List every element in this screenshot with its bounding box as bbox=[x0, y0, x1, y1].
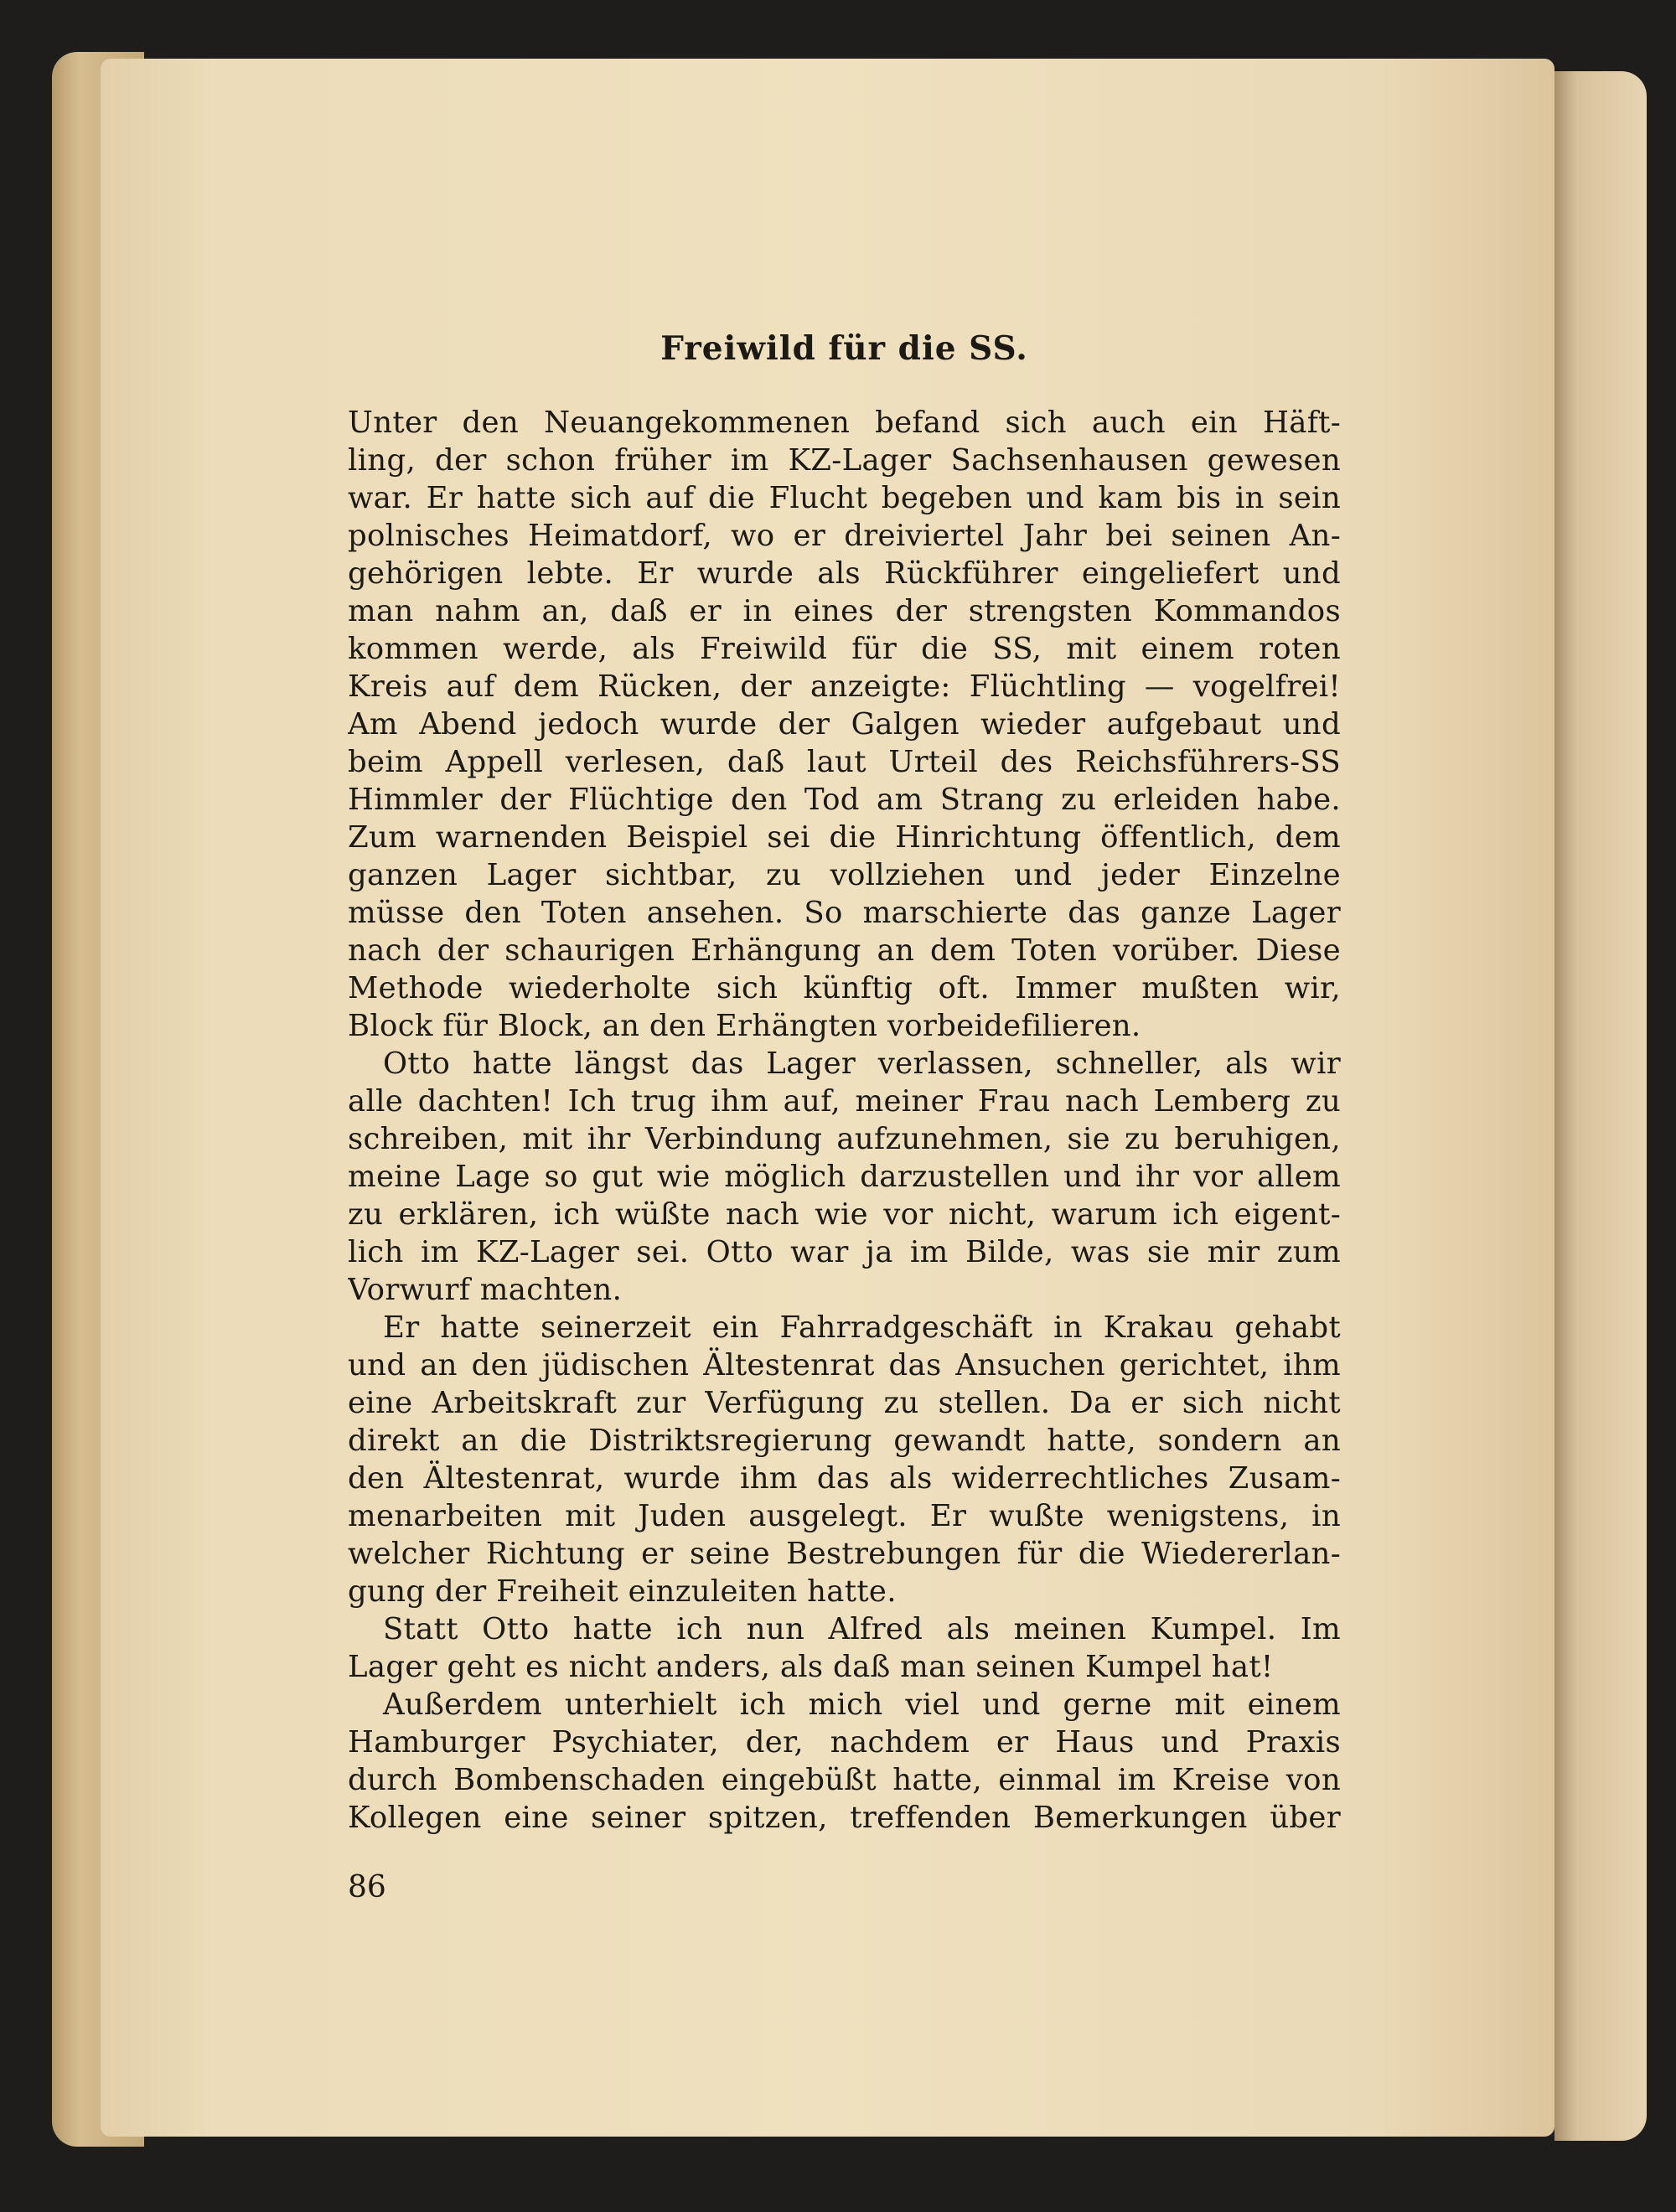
text-line: den Ältestenrat, wurde ihm das als widerrechtliches Zusam- bbox=[348, 1461, 1341, 1496]
text-line: kommen werde, als Freiwild für die SS, mit einem roten bbox=[348, 632, 1341, 666]
text-line: meine Lage so gut wie möglich darzustellen und ihr vor allem bbox=[348, 1160, 1341, 1194]
text-line: Zum warnenden Beispiel sei die Hinrichtung öffentlich, dem bbox=[348, 820, 1341, 855]
text-line: eine Arbeitskraft zur Verfügung zu stellen. Da er sich nicht bbox=[348, 1386, 1341, 1420]
text-line: Vorwurf machten. bbox=[348, 1273, 623, 1307]
page-content bbox=[348, 327, 1341, 1837]
text-line: alle dachten! Ich trug ihm auf, meiner Frau nach Lemberg zu bbox=[348, 1084, 1341, 1119]
text-line: man nahm an, daß er in eines der strengsten Kommandos bbox=[348, 594, 1341, 628]
text-line: schreiben, mit ihr Verbindung aufzunehmen, sie zu beruhigen, bbox=[348, 1122, 1341, 1156]
text-line: zu erklären, ich wüßte nach wie vor nicht, warum ich eigent- bbox=[348, 1197, 1341, 1232]
text-line: menarbeiten mit Juden ausgelegt. Er wußte wenigstens, in bbox=[348, 1499, 1341, 1533]
text-line: Methode wiederholte sich künftig oft. Immer mußten wir, bbox=[348, 971, 1341, 1005]
paragraph bbox=[348, 1686, 1341, 1837]
paragraph bbox=[348, 1045, 1341, 1309]
text-line: Hamburger Psychiater, der, nachdem er Haus und Praxis bbox=[348, 1725, 1341, 1760]
paragraph bbox=[348, 1309, 1341, 1610]
body-text bbox=[348, 404, 1341, 1837]
text-line: nach der schaurigen Erhängung an dem Toten vorüber. Diese bbox=[348, 933, 1341, 968]
text-line: beim Appell verlesen, daß laut Urteil des Reichsführers-SS bbox=[348, 745, 1341, 779]
chapter-title: Freiwild für die SS. bbox=[660, 329, 1028, 368]
text-line: Kollegen eine seiner spitzen, treffenden Bemerkungen über bbox=[348, 1801, 1341, 1835]
paragraph bbox=[348, 1610, 1341, 1686]
text-line: Am Abend jedoch wurde der Galgen wieder aufgebaut und bbox=[348, 707, 1341, 742]
text-line: durch Bombenschaden eingebüßt hatte, einmal im Kreise von bbox=[348, 1763, 1341, 1797]
text-line: gehörigen lebte. Er wurde als Rückführer eingeliefert und bbox=[348, 556, 1341, 591]
text-line: welcher Richtung er seine Bestrebungen für die Wiedererlan- bbox=[348, 1537, 1341, 1571]
text-line: Otto hatte längst das Lager verlassen, schneller, als wir bbox=[383, 1047, 1341, 1081]
text-line: gung der Freiheit einzuleiten hatte. bbox=[348, 1574, 897, 1609]
text-line: Er hatte seinerzeit ein Fahrradgeschäft in Krakau gehabt bbox=[383, 1310, 1341, 1345]
text-line: ganzen Lager sichtbar, zu vollziehen und jeder Einzelne bbox=[348, 858, 1341, 892]
text-line: Außerdem unterhielt ich mich viel und gerne mit einem bbox=[383, 1687, 1341, 1722]
text-line: Block für Block, an den Erhängten vorbeidefilieren. bbox=[348, 1009, 1141, 1043]
facing-page-edge bbox=[1554, 71, 1647, 2141]
text-line: Kreis auf dem Rücken, der anzeigte: Flüchtling — vogelfrei! bbox=[348, 669, 1341, 704]
text-line: und an den jüdischen Ältestenrat das Ansuchen gerichtet, ihm bbox=[348, 1348, 1341, 1382]
text-line: war. Er hatte sich auf die Flucht begeben und kam bis in sein bbox=[348, 481, 1341, 515]
text-line: lich im KZ-Lager sei. Otto war ja im Bilde, was sie mir zum bbox=[348, 1235, 1341, 1269]
text-line: Himmler der Flüchtige den Tod am Strang zu erleiden habe. bbox=[348, 783, 1341, 817]
text-line: Statt Otto hatte ich nun Alfred als meinen Kumpel. Im bbox=[383, 1612, 1341, 1646]
paragraph bbox=[348, 404, 1341, 1045]
text-line: Lager geht es nicht anders, als daß man seinen Kumpel hat! bbox=[348, 1650, 1274, 1684]
page-number: 86 bbox=[348, 1870, 386, 1904]
text-line: direkt an die Distriktsregierung gewandt hatte, sondern an bbox=[348, 1424, 1341, 1458]
text-line: Unter den Neuangekommenen befand sich auch ein Häft- bbox=[348, 406, 1341, 440]
text-line: ling, der schon früher im KZ-Lager Sachsenhausen gewesen bbox=[348, 443, 1341, 478]
text-line: polnisches Heimatdorf, wo er dreiviertel Jahr bei seinen An- bbox=[348, 519, 1341, 553]
text-line: müsse den Toten ansehen. So marschierte das ganze Lager bbox=[348, 896, 1341, 930]
